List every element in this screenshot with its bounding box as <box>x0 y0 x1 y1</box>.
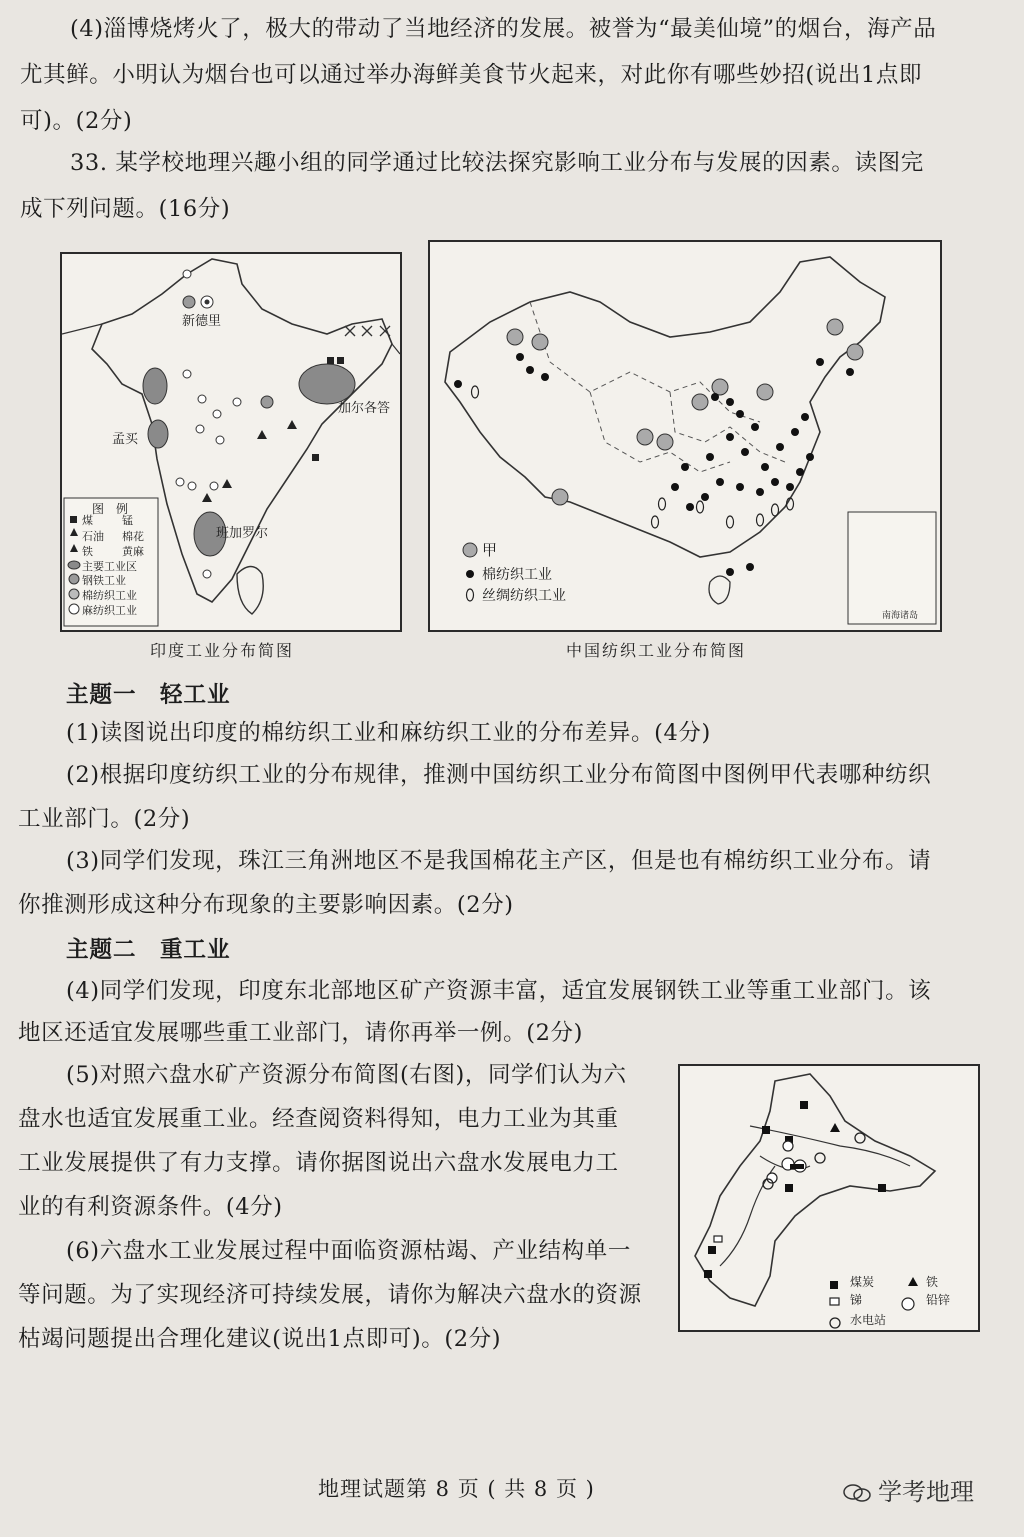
question-4-line-2: 尤其鲜。小明认为烟台也可以通过举办海鲜美食节火起来，对此你有哪些妙招(说出1点即 <box>20 62 923 88</box>
lps-legend-leadzinc: 铅锌 <box>926 1293 951 1307</box>
lps-legend-iron: 铁 <box>926 1275 939 1289</box>
wechat-icon <box>842 1482 872 1504</box>
city-delhi: 新德里 <box>182 314 222 329</box>
page-footer: 地理试题第 8 页 ( 共 8 页 ) <box>318 1477 595 1501</box>
legend-main-zone: 主要工业区 <box>82 560 137 573</box>
lps-legend-hydro: 水电站 <box>850 1313 887 1327</box>
theme1-q2-line-1: (2)根据印度纺织工业的分布规律，推测中国纺织工业分布简图中图例甲代表哪种纺织 <box>66 762 932 788</box>
question-33-line-2: 成下列问题。(16分) <box>20 196 231 222</box>
china-map-caption: 中国纺织工业分布简图 <box>566 641 747 660</box>
theme2-q6-line-1: (6)六盘水工业发展过程中面临资源枯竭、产业结构单一 <box>66 1238 631 1264</box>
question-33-line-1: 33. 某学校地理兴趣小组的同学通过比较法探究影响工业分布与发展的因素。读图完 <box>70 150 924 176</box>
lps-legend-antimony: 锑 <box>850 1293 863 1307</box>
liupanshui-resource-map <box>678 1064 980 1332</box>
theme1-q1: (1)读图说出印度的棉纺织工业和麻纺织工业的分布差异。(4分) <box>66 720 711 746</box>
theme2-q5-line-3: 工业发展提供了有力支撑。请你据图说出六盘水发展电力工 <box>18 1150 619 1176</box>
theme1-q2-line-2: 工业部门。(2分) <box>18 806 191 832</box>
theme2-q5-line-4: 业的有利资源条件。(4分) <box>18 1194 283 1220</box>
theme2-title: 主题二 重工业 <box>66 937 231 963</box>
legend-silk-textile: 丝绸纺织工业 <box>482 588 566 604</box>
theme1-title: 主题一 轻工业 <box>66 682 231 708</box>
legend-jia: 甲 <box>482 541 498 559</box>
legend-cotton: 棉花 <box>122 530 144 543</box>
legend-steel: 钢铁工业 <box>82 574 126 587</box>
question-4-line-3: 可)。(2分) <box>20 108 133 134</box>
theme2-q5-line-1: (5)对照六盘水矿产资源分布简图(右图)，同学们认为六 <box>66 1062 627 1088</box>
theme1-q3-line-1: (3)同学们发现，珠江三角洲地区不是我国棉花主产区，但是也有棉纺织工业分布。请 <box>66 848 932 874</box>
legend-oil: 石油 <box>82 530 104 543</box>
question-4-line-1: (4)淄博烧烤火了，极大的带动了当地经济的发展。被誉为“最美仙境”的烟台，海产品 <box>70 16 937 42</box>
india-industry-map <box>60 252 402 632</box>
theme1-q3-line-2: 你推测形成这种分布现象的主要影响因素。(2分) <box>18 892 514 918</box>
city-bangalore: 班加罗尔 <box>216 526 269 541</box>
legend-jute-textile: 麻纺织工业 <box>82 604 137 617</box>
lps-legend-coal: 煤炭 <box>850 1275 875 1289</box>
india-map-caption: 印度工业分布简图 <box>150 641 295 660</box>
theme2-q6-line-2: 等问题。为了实现经济可持续发展，请你为解决六盘水的资源 <box>18 1282 642 1308</box>
watermark-text: 学考地理 <box>878 1478 974 1506</box>
theme2-q6-line-3: 枯竭问题提出合理化建议(说出1点即可)。(2分) <box>18 1326 502 1352</box>
theme2-q4-line-1: (4)同学们发现，印度东北部地区矿产资源丰富，适宜发展钢铁工业等重工业部门。该 <box>66 978 932 1004</box>
legend-jute: 黄麻 <box>122 545 144 558</box>
legend-coal: 煤 <box>82 514 93 527</box>
inset-label: 南海诸岛 <box>882 611 919 621</box>
theme2-q4-line-2: 地区还适宜发展哪些重工业部门，请你再举一例。(2分) <box>18 1020 583 1046</box>
legend-iron: 铁 <box>82 545 93 558</box>
legend-cotton-textile: 棉纺织工业 <box>82 589 137 602</box>
city-mumbai: 孟买 <box>112 432 139 447</box>
china-textile-map <box>428 240 942 632</box>
legend-cotton-textile-cn: 棉纺织工业 <box>482 567 552 583</box>
city-kolkata: 加尔各答 <box>338 401 391 416</box>
legend-manganese: 锰 <box>122 514 133 527</box>
theme2-q5-line-2: 盘水也适宜发展重工业。经查阅资料得知，电力工业为其重 <box>18 1106 619 1132</box>
legend-title: 图 例 <box>92 502 129 516</box>
watermark <box>842 1472 974 1507</box>
